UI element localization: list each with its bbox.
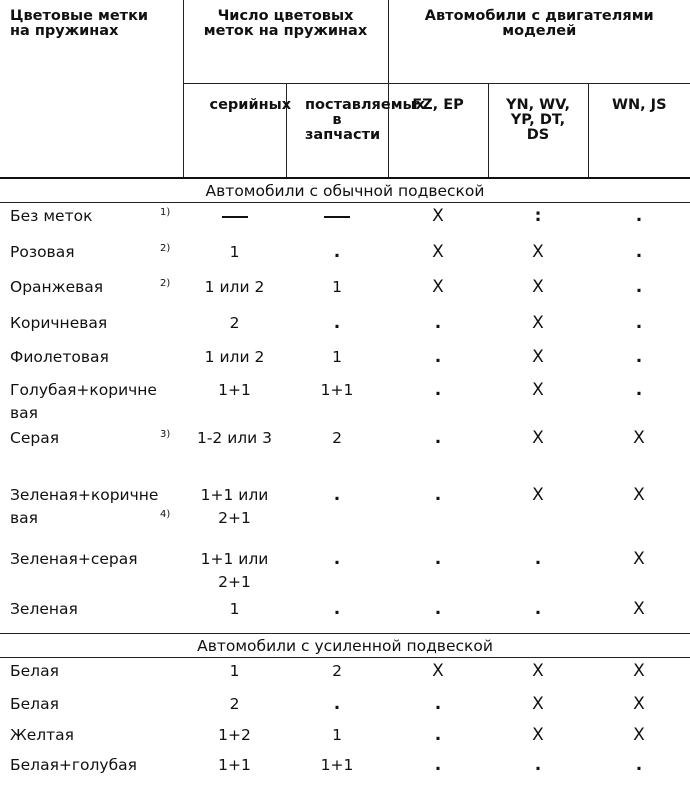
spare-count: . xyxy=(333,241,341,262)
mark-name-text: Зеленая xyxy=(10,599,78,618)
spare-count: . xyxy=(333,312,341,333)
section-title: Автомобили с обычной подвеской xyxy=(0,178,690,203)
yn-wv-value: X xyxy=(532,276,544,297)
yn-wv-value: X xyxy=(532,693,544,714)
table-row xyxy=(0,546,690,596)
table-row xyxy=(0,596,690,634)
yn-wv-value: . xyxy=(534,598,542,619)
serial-count: 2 xyxy=(229,694,240,713)
serial-count xyxy=(183,425,286,482)
yn-wv-value: X xyxy=(532,346,544,367)
serial-count xyxy=(183,274,286,310)
wn-js-value: X xyxy=(633,661,645,681)
header-count-group: Число цветовых меток на пружинах xyxy=(183,0,388,83)
header-cars-group: Автомобили с двигателями моделей xyxy=(388,0,690,83)
header-marks: Цветовые метки на пружинах xyxy=(0,0,183,178)
mark-name-text: Белая+голубая xyxy=(10,755,137,774)
serial-count: 1+1 xyxy=(218,380,251,399)
footnote-ref: 3) xyxy=(160,428,171,440)
fz-ep-value: X xyxy=(432,241,444,262)
spare-count: 1+1 xyxy=(320,755,354,774)
wn-js-value: . xyxy=(635,206,643,226)
table-row xyxy=(0,752,690,780)
serial-count xyxy=(183,546,286,596)
spare-count: 1 xyxy=(332,347,342,366)
wn-js-value: . xyxy=(635,241,643,262)
header-yn-wv: YN, WV, YP, DT, DS xyxy=(488,83,588,178)
fz-ep-value: . xyxy=(434,346,442,367)
mark-name-text: Оранжевая xyxy=(10,277,104,296)
table-row xyxy=(0,425,690,482)
mark-name-text: Зеленая+серая xyxy=(10,549,138,568)
wn-js-value: X xyxy=(633,693,645,714)
fz-ep-value: . xyxy=(434,548,442,569)
yn-wv-value: : xyxy=(534,206,542,226)
yn-wv-value: . xyxy=(534,754,542,775)
table-row xyxy=(0,722,690,752)
header-serial: серийных xyxy=(183,83,286,178)
fz-ep-value: . xyxy=(434,312,442,333)
mark-name xyxy=(0,344,183,377)
serial-count-text: 1-2 или 3 xyxy=(196,428,273,447)
spare-count: . xyxy=(333,598,341,619)
spare-count: 2 xyxy=(332,428,342,447)
table-row xyxy=(0,344,690,377)
wn-js-value: . xyxy=(635,754,643,775)
mark-name xyxy=(0,752,183,780)
serial-count xyxy=(183,482,286,546)
mark-name-text: Без меток xyxy=(10,207,93,225)
dash-mark xyxy=(324,216,350,218)
serial-count xyxy=(183,344,286,377)
wn-js-value: X xyxy=(633,484,645,505)
mark-name xyxy=(0,310,183,344)
fz-ep-value: . xyxy=(434,484,442,505)
serial-count: 1 xyxy=(229,599,240,618)
yn-wv-value: X xyxy=(532,379,544,400)
table-row xyxy=(0,377,690,425)
fz-ep-value: . xyxy=(434,754,442,775)
mark-name xyxy=(0,274,183,310)
wn-js-value: X xyxy=(633,427,645,448)
table-row xyxy=(0,310,690,344)
table-row xyxy=(0,482,690,546)
footnote-ref: 2) xyxy=(160,242,171,254)
mark-name xyxy=(0,658,183,691)
fz-ep-value: . xyxy=(434,693,442,714)
serial-count-text: 1 или 2 xyxy=(204,277,265,296)
mark-name-text: Зеленая+коричневая xyxy=(10,485,159,527)
table-row xyxy=(0,274,690,310)
fz-ep-value: . xyxy=(434,598,442,619)
mark-name xyxy=(0,239,183,274)
yn-wv-value: X xyxy=(532,484,544,505)
mark-name-text: Розовая xyxy=(10,242,75,261)
footnote-ref: 2) xyxy=(160,277,171,289)
wn-js-value: X xyxy=(633,598,645,619)
mark-name xyxy=(0,722,183,752)
serial-count-text: 1+1 или 2+1 xyxy=(200,485,269,527)
yn-wv-value: X xyxy=(532,724,544,745)
wn-js-value: . xyxy=(635,312,643,333)
mark-name-text: Коричневая xyxy=(10,313,108,332)
spare-count: . xyxy=(333,548,341,569)
footnote-ref: 4) xyxy=(160,508,171,520)
spare-count: . xyxy=(333,693,341,714)
yn-wv-value: X xyxy=(532,427,544,448)
mark-name-text: Фиолетовая xyxy=(10,347,109,366)
mark-name xyxy=(0,596,183,634)
serial-count: 1+2 xyxy=(218,725,251,744)
serial-count: 1 xyxy=(229,242,240,261)
table-row xyxy=(0,203,690,239)
mark-name-text: Желтая xyxy=(10,725,74,744)
wn-js-value: . xyxy=(635,379,643,400)
mark-name-text: Серая xyxy=(10,428,60,447)
serial-count xyxy=(183,203,286,239)
spare-count: 1 xyxy=(332,725,342,744)
spare-count xyxy=(286,203,388,239)
wn-js-value: . xyxy=(635,346,643,367)
yn-wv-value: X xyxy=(532,241,544,262)
header-spare: поставляемых в запчасти xyxy=(286,83,388,178)
fz-ep-value: X xyxy=(432,661,444,681)
spare-count: 2 xyxy=(332,662,342,680)
serial-count: 1+1 xyxy=(218,755,251,774)
serial-count: 2 xyxy=(229,313,240,332)
fz-ep-value: X xyxy=(432,206,444,226)
spare-count: 1+1 xyxy=(320,380,354,399)
mark-name-text: Белая xyxy=(10,694,59,713)
section-normal xyxy=(0,178,690,634)
spare-count: 1 xyxy=(332,277,342,296)
mark-name-text: Белая xyxy=(10,662,59,680)
mark-name xyxy=(0,546,183,596)
header-wn-js: WN, JS xyxy=(588,83,690,178)
dash-mark xyxy=(222,216,248,218)
section-reinforced xyxy=(0,634,690,780)
section-title: Автомобили с усиленной подвеской xyxy=(0,634,690,658)
wn-js-value: X xyxy=(633,724,645,745)
table-row xyxy=(0,239,690,274)
fz-ep-value: . xyxy=(434,427,442,448)
fz-ep-value: X xyxy=(432,276,444,297)
mark-name xyxy=(0,691,183,722)
serial-count-text: 1+1 или 2+1 xyxy=(200,549,269,591)
table-row xyxy=(0,658,690,691)
fz-ep-value: . xyxy=(434,379,442,400)
mark-name xyxy=(0,203,183,239)
yn-wv-value: X xyxy=(532,312,544,333)
mark-name xyxy=(0,425,183,482)
yn-wv-value: . xyxy=(534,548,542,569)
mark-name xyxy=(0,377,183,425)
wn-js-value: . xyxy=(635,276,643,297)
footnote-ref: 1) xyxy=(160,206,171,218)
header-fz-ep: FZ, EP xyxy=(388,83,488,178)
wn-js-value: X xyxy=(633,548,645,569)
spare-count: . xyxy=(333,484,341,505)
yn-wv-value: X xyxy=(532,661,544,681)
serial-count: 1 xyxy=(229,662,240,680)
mark-name-text: Голубая+коричневая xyxy=(10,380,157,422)
mark-name xyxy=(0,482,183,546)
serial-count-text: 1 или 2 xyxy=(204,347,265,366)
fz-ep-value: . xyxy=(434,724,442,745)
table-row xyxy=(0,691,690,722)
